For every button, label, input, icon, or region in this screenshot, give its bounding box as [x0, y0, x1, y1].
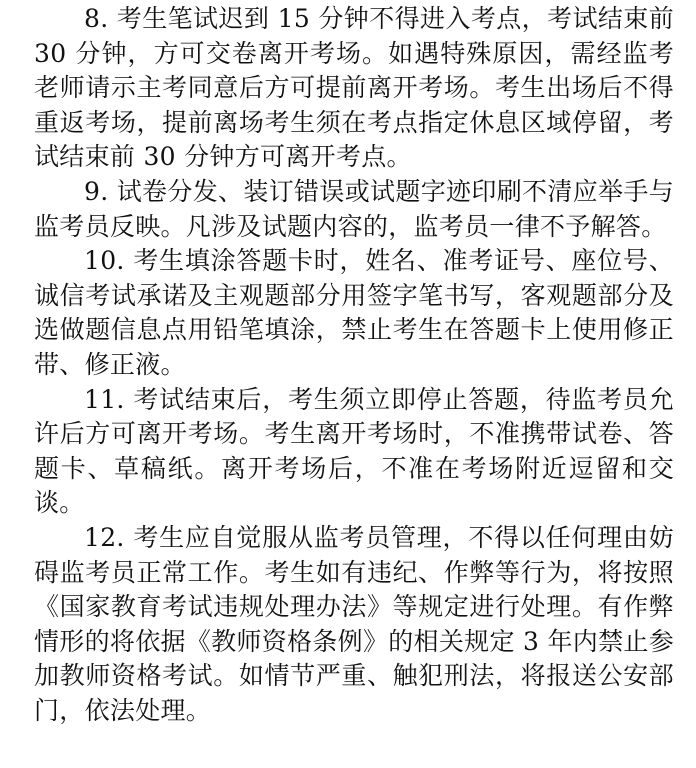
rule-10-paragraph: 10. 考生填涂答题卡时，姓名、准考证号、座位号、诚信考试承诺及主观题部分用签字笔书写，客观题部分及选做题信息点用铅笔填涂，禁止考生在答题卡上使用修正带、修正液。 — [34, 246, 674, 379]
rule-9-paragraph: 9. 试卷分发、装订错误或试题字迹印刷不清应举手与监考员反映。凡涉及试题内容的，监考员一律不予解答。 — [34, 176, 674, 241]
rule-12-paragraph: 12. 考生应自觉服从监考员管理，不得以任何理由妨碍监考员正常工作。考生如有违纪、作弊等行为，将按照《国家教育考试违规处理办法》等规定进行处理。有作弊情形的将依据《教师资格条例》的相关规定 3 年内禁止参加教师资格考试。如情节严重、触犯刑法，将报送公安部门，依法处理。 — [34, 522, 674, 725]
rule-11-paragraph: 11. 考试结束后，考生须立即停止答题，待监考员允许后方可离开考场。考生离开考场时，不准携带试卷、答题卡、草稿纸。离开考场后，不准在考场附近逗留和交谈。 — [34, 384, 674, 518]
rule-8-paragraph: 8. 考生笔试迟到 15 分钟不得进入考点，考试结束前 30 分钟，方可交卷离开考场。如遇特殊原因，需经监考老师请示主考同意后方可提前离开考场。考生出场后不得重返考场，提前离场考生须在考点指定休息区域停留，考试结束前 30 分钟方可离开考点。 — [34, 4, 674, 172]
